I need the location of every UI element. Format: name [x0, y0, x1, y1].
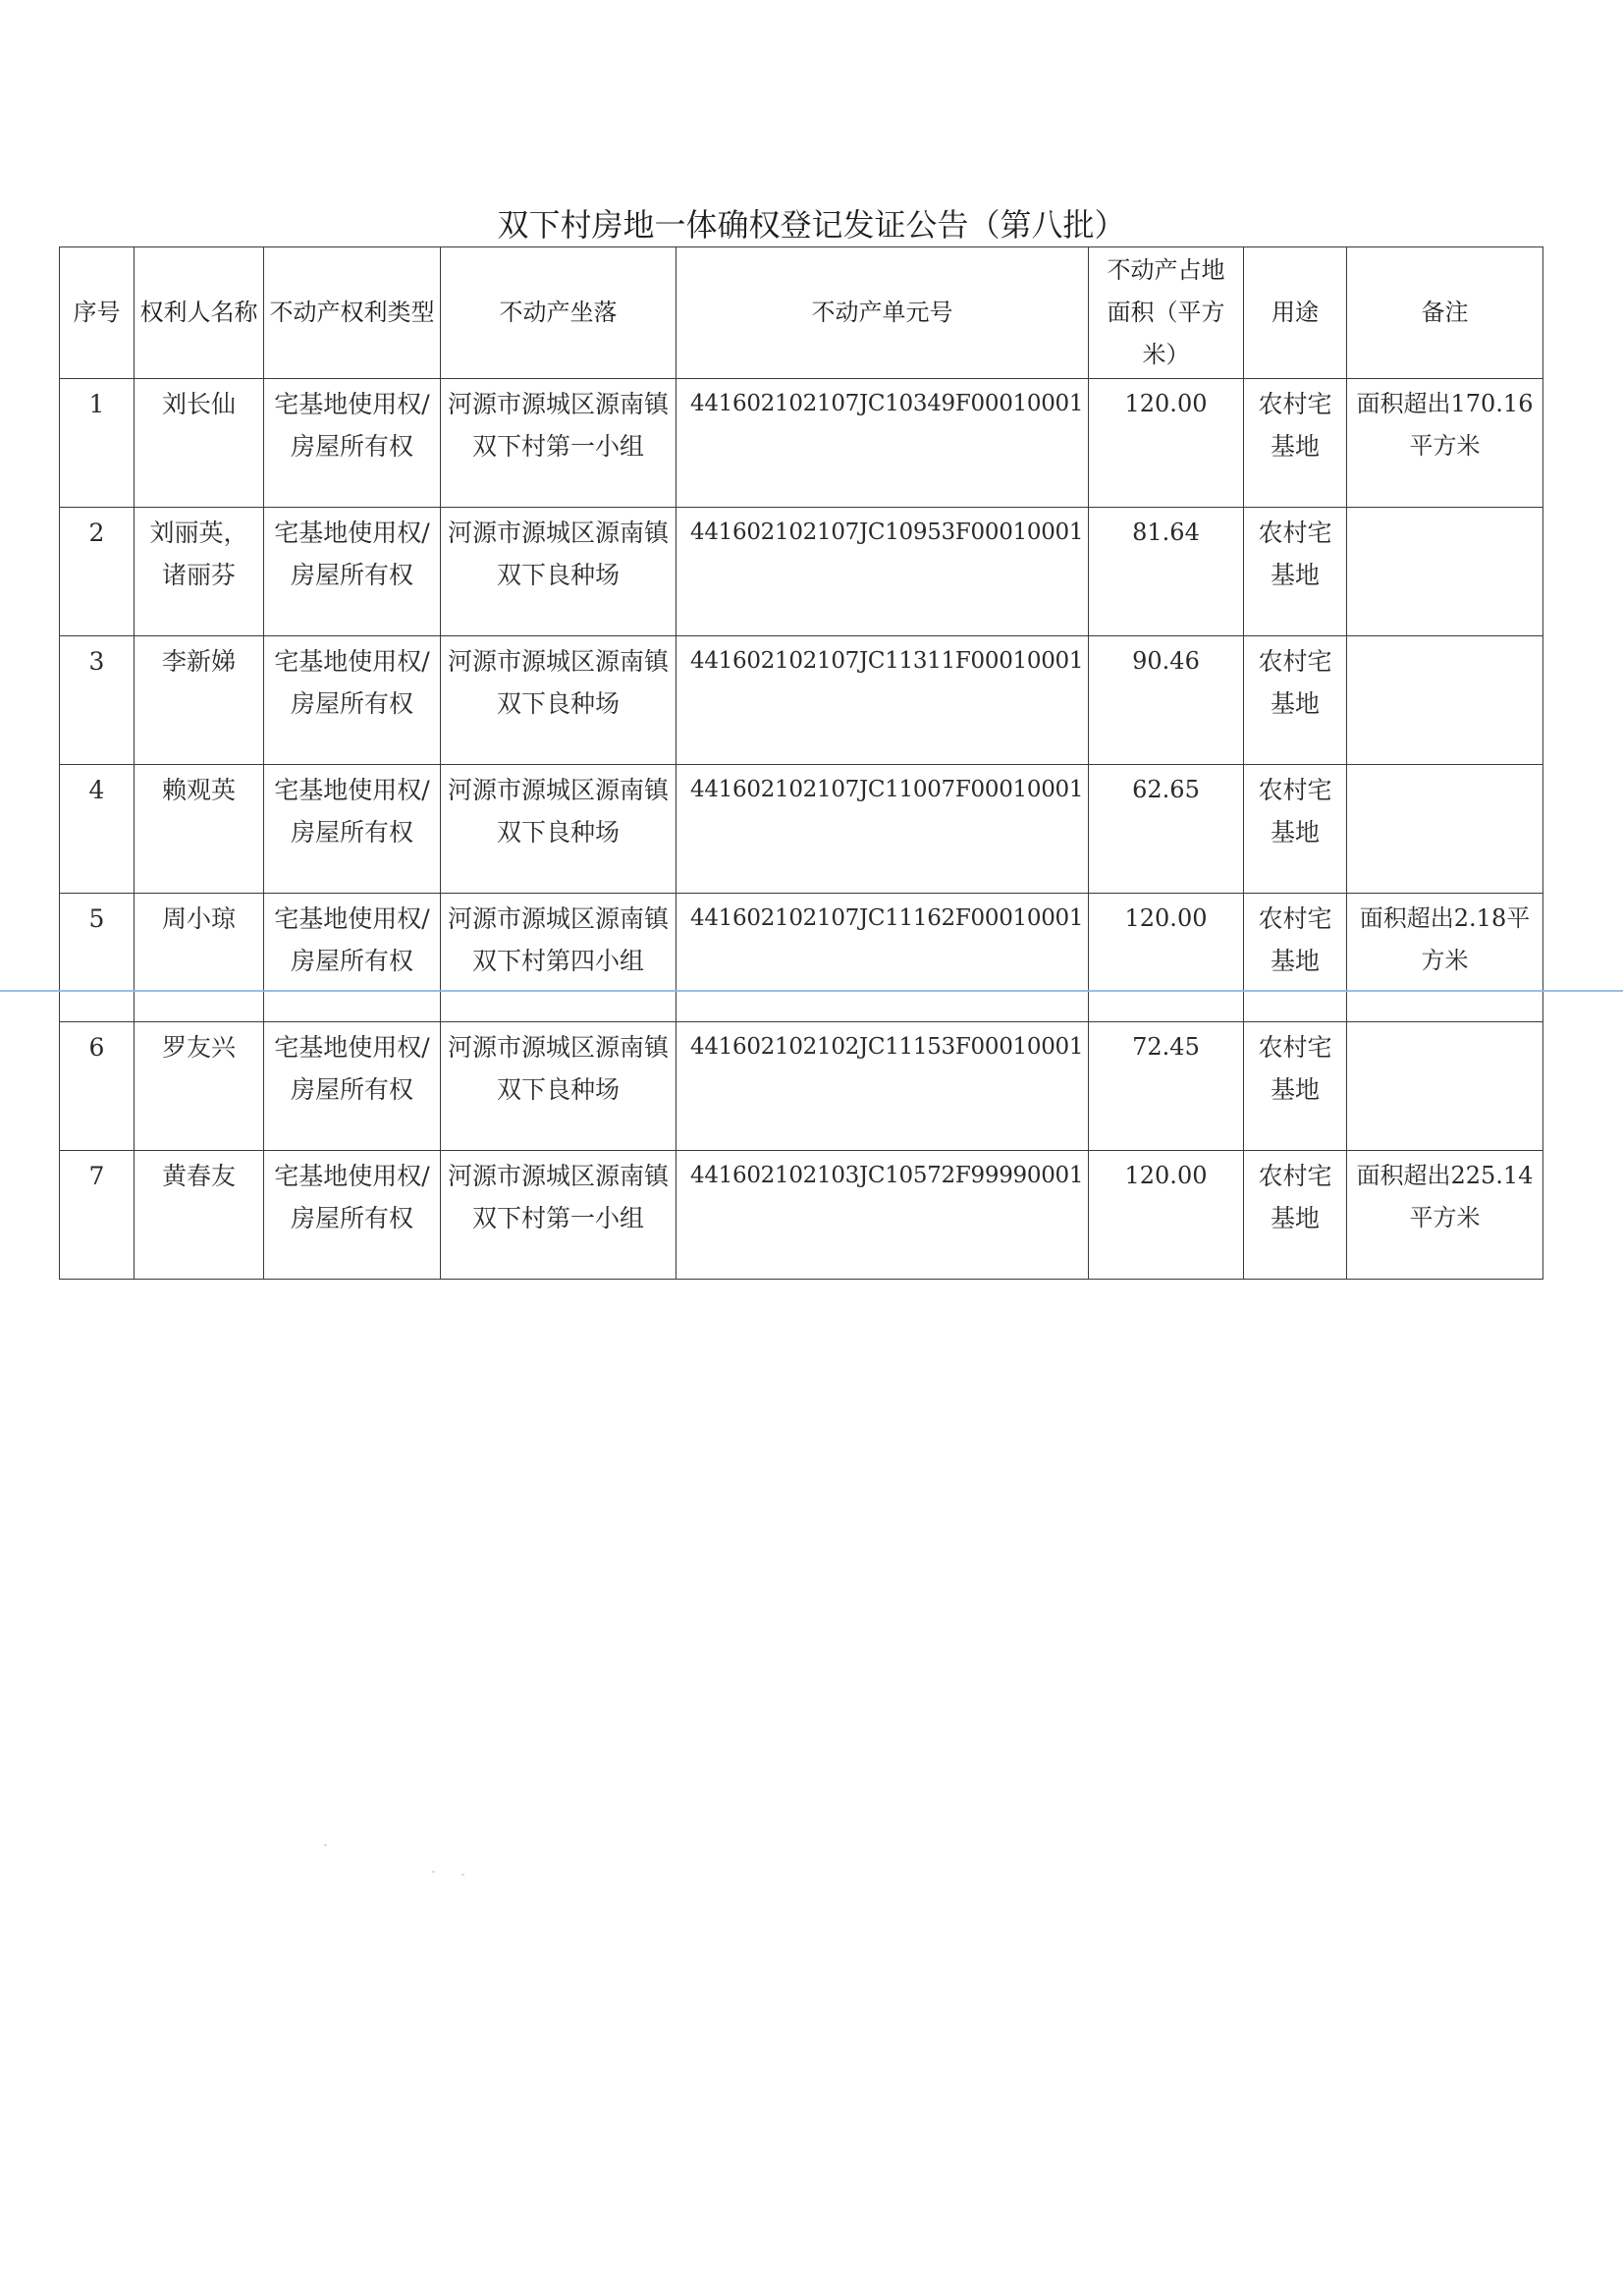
scan-speck — [324, 1844, 327, 1846]
cell-unit-no: 441602102102JC11153F00010001 — [690, 1034, 1084, 1060]
cell-remark — [1347, 1022, 1542, 1026]
cell-usage: 农村宅基地 — [1258, 519, 1332, 589]
cell-location: 河源市源城区源南镇双下村第一小组 — [447, 390, 669, 461]
cell-right-type: 宅基地使用权/房屋所有权 — [274, 519, 430, 589]
cell-right-type: 宅基地使用权/房屋所有权 — [274, 1162, 430, 1232]
cell-usage: 农村宅基地 — [1258, 1162, 1332, 1232]
cell-usage: 农村宅基地 — [1258, 904, 1332, 975]
cell-remark — [1347, 636, 1542, 640]
table-row — [60, 765, 1543, 894]
cell-unit-no: 441602102107JC11007F00010001 — [690, 777, 1084, 802]
cell-unit-no: 441602102107JC11311F00010001 — [690, 648, 1084, 674]
table-row — [60, 636, 1543, 765]
cell-right-type: 宅基地使用权/房屋所有权 — [274, 904, 430, 975]
scan-artifact-line — [0, 990, 1623, 992]
cell-usage: 农村宅基地 — [1258, 776, 1332, 847]
cell-owner: 刘丽英，诸丽芬 — [149, 519, 248, 589]
table-row — [60, 379, 1543, 508]
header-remark: 备注 — [1347, 247, 1543, 379]
cell-index: 5 — [88, 904, 105, 933]
scan-speck — [461, 1874, 464, 1876]
cell-right-type: 宅基地使用权/房屋所有权 — [274, 390, 430, 461]
cell-index: 2 — [88, 519, 105, 547]
page-title: 双下村房地一体确权登记发证公告（第八批） — [497, 206, 1126, 244]
cell-owner: 刘长仙 — [161, 390, 236, 418]
cell-unit-no: 441602102107JC10953F00010001 — [690, 519, 1084, 545]
cell-owner: 赖观英 — [161, 776, 236, 804]
header-right-type: 不动产权利类型 — [264, 247, 441, 379]
cell-area: 90.46 — [1132, 647, 1200, 675]
scan-speck — [432, 1871, 435, 1873]
cell-remark: 面积超出225.14平方米 — [1356, 1162, 1534, 1231]
table-header-row — [60, 247, 1543, 379]
header-index: 序号 — [60, 247, 135, 379]
cell-location: 河源市源城区源南镇双下良种场 — [447, 1033, 669, 1104]
cell-remark: 面积超出170.16平方米 — [1356, 390, 1534, 460]
cell-owner: 周小琼 — [161, 904, 236, 933]
header-area: 不动产占地面积（平方米） — [1089, 247, 1244, 379]
cell-owner: 李新娣 — [161, 647, 236, 676]
cell-area: 120.00 — [1124, 904, 1208, 932]
cell-index: 4 — [88, 776, 105, 804]
cell-area: 81.64 — [1132, 519, 1200, 546]
table-row — [60, 1022, 1543, 1151]
cell-right-type: 宅基地使用权/房屋所有权 — [274, 647, 430, 718]
cell-unit-no: 441602102107JC11162F00010001 — [690, 905, 1084, 931]
cell-unit-no: 441602102103JC10572F99990001 — [690, 1163, 1084, 1188]
cell-location: 河源市源城区源南镇双下良种场 — [447, 519, 669, 589]
cell-location: 河源市源城区源南镇双下良种场 — [447, 776, 669, 847]
cell-location: 河源市源城区源南镇双下村第一小组 — [447, 1162, 669, 1232]
cell-unit-no: 441602102107JC10349F00010001 — [690, 391, 1084, 416]
registration-table — [59, 246, 1543, 1280]
cell-area: 120.00 — [1124, 390, 1208, 417]
table-row — [60, 1151, 1543, 1280]
cell-usage: 农村宅基地 — [1258, 1033, 1332, 1104]
cell-owner: 罗友兴 — [161, 1033, 236, 1062]
header-usage: 用途 — [1244, 247, 1347, 379]
cell-right-type: 宅基地使用权/房屋所有权 — [274, 1033, 430, 1104]
header-owner: 权利人名称 — [135, 247, 264, 379]
cell-remark — [1347, 508, 1542, 512]
cell-remark: 面积超出2.18平方米 — [1359, 904, 1531, 974]
cell-area: 72.45 — [1132, 1033, 1200, 1061]
cell-index: 6 — [88, 1033, 105, 1062]
header-location: 不动产坐落 — [441, 247, 676, 379]
cell-location: 河源市源城区源南镇双下良种场 — [447, 647, 669, 718]
cell-usage: 农村宅基地 — [1258, 390, 1332, 461]
cell-right-type: 宅基地使用权/房屋所有权 — [274, 776, 430, 847]
cell-index: 3 — [88, 647, 105, 676]
header-unit-no: 不动产单元号 — [676, 247, 1089, 379]
cell-usage: 农村宅基地 — [1258, 647, 1332, 718]
cell-owner: 黄春友 — [161, 1162, 236, 1190]
table-row — [60, 894, 1543, 1022]
cell-index: 7 — [88, 1162, 105, 1190]
cell-remark — [1347, 765, 1542, 769]
table-row — [60, 508, 1543, 636]
cell-index: 1 — [88, 390, 105, 418]
cell-area: 120.00 — [1124, 1162, 1208, 1189]
cell-area: 62.65 — [1132, 776, 1200, 803]
cell-location: 河源市源城区源南镇双下村第四小组 — [447, 904, 669, 975]
